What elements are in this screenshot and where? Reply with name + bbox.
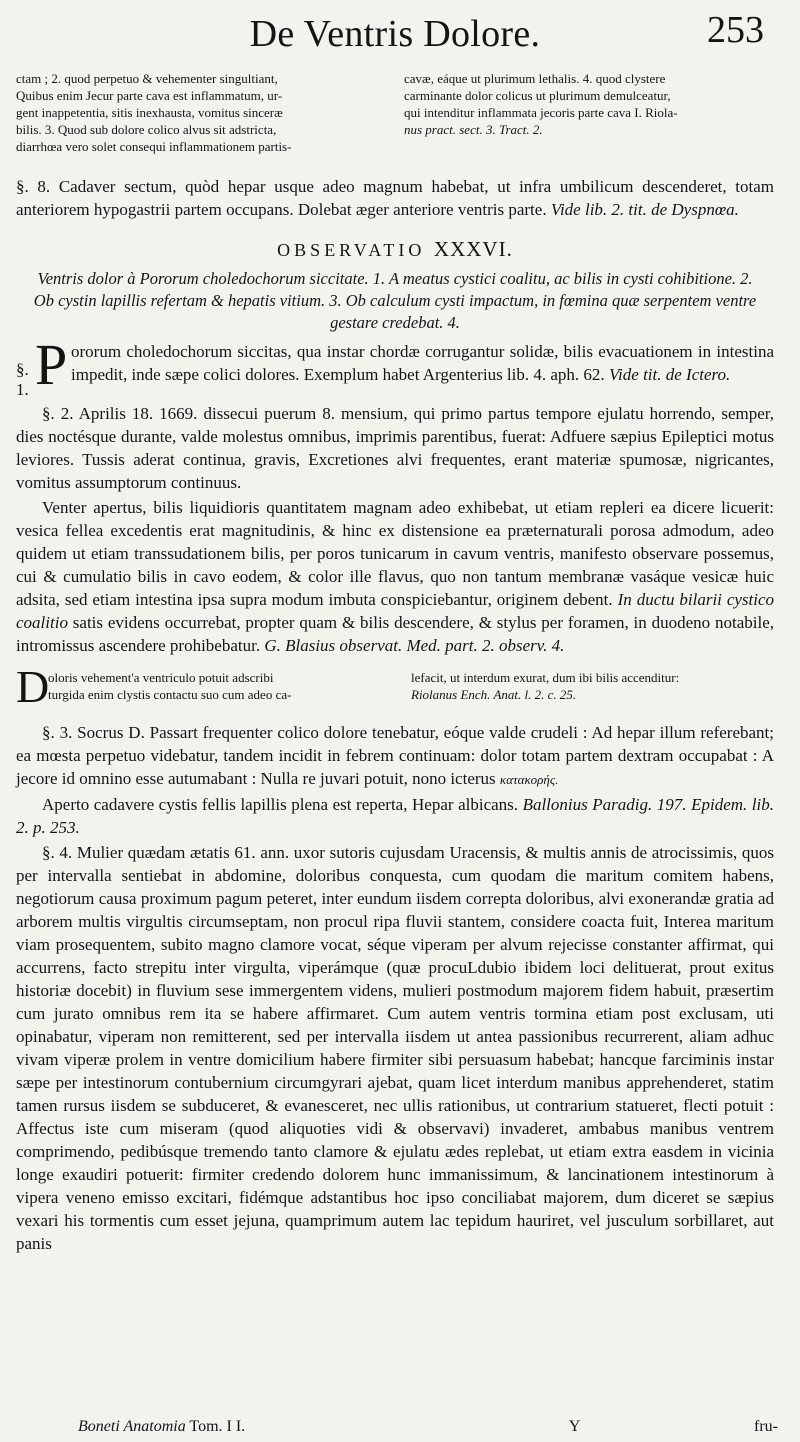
citation: G. Blasius observat. Med. part. 2. observ. 4. <box>264 636 565 655</box>
signature-mark: Y <box>568 1418 581 1435</box>
text-line: qui intenditur inflammata jecoris parte cava I. Riola- <box>404 105 678 120</box>
paragraph-body <box>71 340 774 400</box>
italic-phrase: In ductu bilarii cystico coalitio <box>16 590 775 632</box>
text-line: bilis. 3. Quod sub dolore colico alvus sit adstricta, <box>16 122 277 137</box>
observation-subtitle: Ventris dolor à Pororum choledochorum siccitate. 1. A meatus cystici coalitu, ac bilis in cysti cohibitione. 2. Ob cystin lapillis refertam & hepatis vitium. 3. Ob calculum cysti impactum, in fœmina quæ serpentem ventre gestare credebat. 4. <box>33 269 757 332</box>
cross-reference: Vide lib. 2. tit. de Dyspnœa. <box>550 200 739 219</box>
text-line: turgida enim clystis contactu suo cum adeo ca- <box>48 687 292 702</box>
observation-heading <box>16 237 774 262</box>
note-left-column <box>48 669 411 705</box>
section-3-paragraph <box>16 721 774 791</box>
section-8-paragraph <box>16 175 774 221</box>
section-3-continuation <box>16 793 774 839</box>
drop-capital: D <box>16 661 50 712</box>
citation: Riolanus Ench. Anat. l. 2. c. 25. <box>411 687 577 702</box>
top-two-column-block <box>16 70 774 155</box>
drop-capital: P <box>35 332 68 397</box>
note-right-column <box>411 669 774 705</box>
page-number: 253 <box>707 9 764 51</box>
section-label: §. 1. <box>16 360 29 399</box>
section-1-paragraph <box>16 332 774 400</box>
text-line: oloris vehement'a ventriculo potuit adscribi <box>48 670 274 685</box>
running-header <box>16 8 774 70</box>
text-line: nus pract. sect. 3. Tract. 2. <box>404 122 543 137</box>
text-line: ctam ; 2. quod perpetuo & vehementer singultiant, <box>16 71 278 86</box>
text-line: cavæ, eáque ut plurimum lethalis. 4. quod clystere <box>404 71 666 86</box>
text-line: Quibus enim Jecur parte cava est inflammatum, ur- <box>16 88 283 103</box>
top-left-column <box>16 70 386 155</box>
paragraph-text: §. 3. Socrus D. Passart frequenter colico dolore tenebatur, eóque valde crudeli : Ad hepar illum referebant; ea mœsta perpetuo videbatur, tandem incidit in febrem continuam: dolor totam partem dextram occupabat : A jecore id omnino esse autumabant : Nulla re juvari potuit, nono icterus <box>16 723 774 788</box>
observation-number: XXXVI. <box>433 237 513 261</box>
footer-volume: Tom. I I. <box>189 1418 246 1435</box>
text-line: carminante dolor colicus ut plurimum demulceatur, <box>404 88 671 103</box>
footer-left <box>78 1418 245 1436</box>
running-title: De Ventris Dolore. <box>249 13 541 55</box>
note-block <box>16 661 774 712</box>
footer-book-title: Boneti Anatomia <box>78 1418 186 1435</box>
catchword: fru- <box>754 1418 778 1435</box>
citation: Ballonius Paradig. 197. Epidem. lib. 2. p. 253. <box>16 795 774 837</box>
text-line: lefacit, ut interdum exurat, dum ibi bilis accenditur: <box>411 670 680 685</box>
page-footer <box>78 1418 778 1436</box>
paragraph-text: Venter apertus, bilis liquidioris quantitatem magnam adeo exhibebat, ut etiam repleri ea dicere licuerit: vesica fellea excedentis erat magnitudinis, & hinc ex distensione ea præternaturali porosa admodum, adeo quidem ut etiam transsudationem bilis, per poros tunicarum in cavum ventris, manifesto observare possemus, cui & cumulatio bilis in cavo eodem, & color ille flavus, quo non tantum membranæ vasáque vesicæ huic adsita, sed etiam intestina ipsa supra modum imbuta conspiciebantur, originem debent. <box>16 498 774 609</box>
section-4-paragraph: §. 4. Mulier quædam ætatis 61. ann. uxor sutoris cujusdam Uracensis, & multis annis de atrocissimis, quos per intervalla sentiebat in abdomine, doloribus conquesta, cum quodam die maritum comitem habens, negotiorum causa proximum pagum peteret, inter eundum iisdem correpta doloribus, alvi exonerandæ gratia ad arborem multis virgultis circumseptam, non procul ripa fluvii stantem, considere coacta fuit, Interea maritum viam prosequentem, subito magno clamore vocat, séque viperam per alvum rejecisse constanter affirmat, qui accurrens, facto strepitu inter virgulta, viperámque (quæ procuLdubio ibidem loci delituerat, prout exitus historiæ docebit) in fluvium sese immergentem videns, mulieri postmodum majorem fidem habuit, præsertim cum jurato omnibus rem ita se habere affirmaret. Cum autem ventris tormina etiam post exclusam, uti opinabatur, viperam non remitterent, sed per intervalla iisdem ut antea passionibus recurrerent, aliam adhuc vivam viperæ prolem in ventre domicilium habere firmiter sibi persuasum habebat; hancque farciminis instar sæpe per intestinorum contubernium circumgyrari ajebat, quam licet interdum manibus apprehenderet, statim tamen rursus iisdem se subduceret, & evanesceret, nec ullis rationibus, ut contrarium statueret, flecti potuit : Affectus iste cum miseram (quod aliquoties vidi & observavi) invaderet, ambabus manibus ventrem comprimendo, pedibúsque tremendo tanto clamore & ejulatu ædes replebat, ut etiam extra easdem in vicinia longe exaudiri potuerit: firmiter credendo dolorem hunc immanissimum, & lancinationem intestinorum à vipera veneno emisso excitari, fidémque adstantibus hoc ipso conciliabat majorem, dum diceret se sæpius vexari his tormentis cum esset jejuna, quamprimum autem lac tepidum hauriret, vel jusculum sorbillaret, aut panis <box>16 843 774 1253</box>
text-line: gent inappetentia, sitis inexhausta, vomitus sinceræ <box>16 105 283 120</box>
paragraph-text: satis evidens occurrebat, propter quam & bilis descendere, & stylus per foramen, in duodeno notabile, intromissus ascendere prohibebatur. <box>16 613 775 655</box>
paragraph-text: §. 8. Cadaver sectum, quòd hepar usque adeo magnum habebat, ut infra umbilicum descenderet, totam anteriorem hypogastrii partem occupans. Dolebat æger anteriore ventris parte. <box>16 177 774 219</box>
section-2-paragraph: §. 2. Aprilis 18. 1669. dissecui puerum 8. mensium, qui primo partus tempore ejulatu horrendo, semper, dies noctésque durante, valde molestus omnibus, imprimis parentibus, fuerat: Adfuere sæpius Epileptici motus leviores. Tussis aderat continua, gravis, Excretiones alvi frequentes, erant materiæ spumosæ, nigricantes, vomitus assumptorum continuus. <box>16 404 774 492</box>
paragraph-text: Aperto cadavere cystis fellis lapillis plena est reperta, Hepar albicans. <box>42 795 519 814</box>
text-line: diarrhœa vero solet consequi inflammationem partis- <box>16 139 292 154</box>
cross-reference: Vide tit. de Ictero. <box>608 365 731 384</box>
top-right-column <box>404 70 774 155</box>
paragraph-text: ororum choledochorum siccitas, qua instar chordæ corrugantur solidæ, bilis evacuationem in intestina impedit, inde sæpe colici dolores. Exemplum habet Argenterius lib. 4. aph. 62. <box>71 342 774 384</box>
greek-word: κατακορής. <box>499 772 559 787</box>
observation-label: OBSERVATIO <box>277 240 426 260</box>
section-2-continuation <box>16 496 774 657</box>
